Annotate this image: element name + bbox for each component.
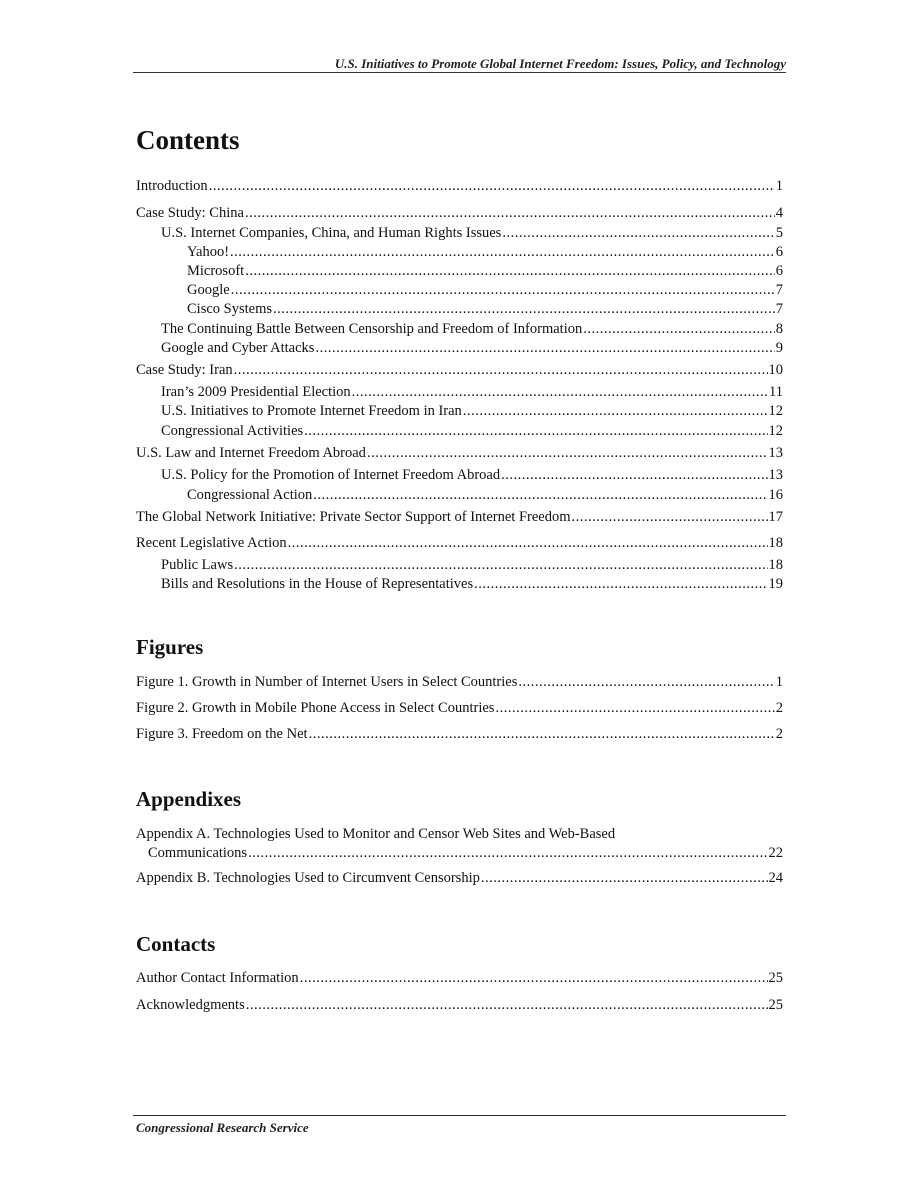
dot-leader [571,508,767,526]
toc-entry-continuing-battle[interactable] [136,320,783,338]
toc-entry-page: 25 [768,970,783,986]
toc-entry-page: 4 [775,205,783,221]
toc-entry-introduction[interactable] [136,177,783,195]
dot-leader [245,204,775,222]
toc-entry-page: 13 [768,445,783,461]
toc-entry-page: 7 [775,301,783,317]
toc-entry-title: Google [187,282,230,298]
toc-entry-us-policy[interactable] [136,466,783,484]
dot-leader [518,673,774,691]
toc-entry-page: 6 [775,263,783,279]
toc-entry-page: 11 [769,384,783,400]
toc-entry-page: 25 [768,997,783,1013]
dot-leader [304,422,767,440]
toc-entry-title: Communications [148,845,248,861]
toc-entry-page: 8 [775,321,783,337]
toc-entry-page: 9 [775,340,783,356]
toc-entry-title: Congressional Action [187,487,313,503]
toc-entry-title: Figure 1. Growth in Number of Internet Users in Select Countries [136,674,518,690]
toc-entry-title: Cisco Systems [187,301,272,317]
dot-leader [313,486,767,504]
toc-entry-cisco-systems[interactable] [136,300,783,318]
toc-entry-title: Introduction [136,178,208,194]
contact-entry-acknowledgments[interactable] [136,996,783,1014]
toc-entry-title: Figure 3. Freedom on the Net [136,726,308,742]
running-header: U.S. Initiatives to Promote Global Internet Freedom: Issues, Policy, and Technology [334,56,786,71]
toc-entry-title: U.S. Law and Internet Freedom Abroad [136,445,366,461]
toc-entry-title: The Continuing Battle Between Censorship and Freedom of Information [161,321,583,337]
dot-leader [367,444,768,462]
toc-entry-page: 7 [775,282,783,298]
toc-entry-title: Acknowledgments [136,997,245,1013]
toc-entry-title: Case Study: Iran [136,362,233,378]
toc-entry-page: 22 [768,845,783,861]
dot-leader [501,466,767,484]
figure-entry-3[interactable] [136,725,783,743]
toc-entry-page: 10 [768,362,783,378]
dot-leader [246,996,768,1014]
toc-entry-title: Congressional Activities [161,423,304,439]
toc-entry-page: 2 [775,726,783,742]
dot-leader [234,556,767,574]
dot-leader [248,844,767,862]
dot-leader [230,243,775,261]
toc-entry-page: 18 [768,557,783,573]
appendix-entry-a-title[interactable]: Appendix A. Technologies Used to Monitor and Censor Web Sites and Web-Based [136,826,616,842]
appendix-entry-a[interactable] [136,844,783,862]
dot-leader [315,339,774,357]
toc-entry-recent-legislative-action[interactable] [136,534,783,552]
header-rule [133,72,786,73]
toc-entry-iran-election[interactable] [136,383,783,401]
toc-entry-global-network-initiative[interactable] [136,508,783,526]
toc-entry-title: U.S. Internet Companies, China, and Human Rights Issues [161,225,502,241]
toc-entry-public-laws[interactable] [136,556,783,574]
dot-leader [309,725,775,743]
toc-entry-yahoo[interactable] [136,243,783,261]
toc-entry-google-cyber-attacks[interactable] [136,339,783,357]
dot-leader [234,361,768,379]
dot-leader [352,383,768,401]
toc-entry-page: 24 [768,870,783,886]
dot-leader [481,869,768,887]
toc-entry-title: U.S. Initiatives to Promote Internet Freedom in Iran [161,403,462,419]
contents-heading: Contents [136,125,240,155]
toc-entry-google[interactable] [136,281,783,299]
toc-entry-title: Microsoft [187,263,245,279]
toc-entry-page: 13 [768,467,783,483]
toc-entry-title: The Global Network Initiative: Private Sector Support of Internet Freedom [136,509,571,525]
toc-entry-bills-and-resolutions[interactable] [136,575,783,593]
toc-entry-us-initiatives-iran[interactable] [136,402,783,420]
contacts-heading: Contacts [136,932,216,956]
toc-entry-congressional-action[interactable] [136,486,783,504]
dot-leader [495,699,774,717]
dot-leader [502,224,774,242]
toc-entry-title: Google and Cyber Attacks [161,340,315,356]
figure-entry-2[interactable] [136,699,783,717]
toc-entry-title: Appendix B. Technologies Used to Circumvent Censorship [136,870,480,886]
toc-entry-title: Bills and Resolutions in the House of Representatives [161,576,474,592]
toc-entry-page: 18 [768,535,783,551]
dot-leader [245,262,775,280]
footer-rule [133,1115,786,1116]
dot-leader [231,281,775,299]
dot-leader [300,969,768,987]
toc-entry-title: Figure 2. Growth in Mobile Phone Access in Select Countries [136,700,495,716]
toc-entry-title: Case Study: China [136,205,244,221]
dot-leader [583,320,775,338]
dot-leader [463,402,768,420]
toc-entry-title: Recent Legislative Action [136,535,287,551]
toc-entry-page: 1 [775,674,783,690]
toc-entry-page: 19 [768,576,783,592]
toc-entry-us-internet-companies[interactable] [136,224,783,242]
toc-entry-microsoft[interactable] [136,262,783,280]
toc-entry-page: 2 [775,700,783,716]
toc-entry-title: U.S. Policy for the Promotion of Internet Freedom Abroad [161,467,501,483]
figure-entry-1[interactable] [136,673,783,691]
toc-entry-title: Iran’s 2009 Presidential Election [161,384,351,400]
dot-leader [474,575,767,593]
running-footer: Congressional Research Service [136,1120,309,1135]
toc-entry-page: 6 [775,244,783,260]
toc-entry-case-study-china[interactable] [136,204,783,222]
appendixes-heading: Appendixes [136,787,242,811]
dot-leader [209,177,775,195]
toc-entry-page: 1 [775,178,783,194]
toc-entry-page: 12 [768,423,783,439]
toc-entry-page: 16 [768,487,783,503]
toc-entry-page: 17 [768,509,783,525]
toc-entry-page: 12 [768,403,783,419]
toc-entry-us-law[interactable] [136,444,783,462]
dot-leader [288,534,768,552]
figures-heading: Figures [136,635,204,659]
dot-leader [273,300,775,318]
toc-entry-case-study-iran[interactable] [136,361,783,379]
toc-entry-page: 5 [775,225,783,241]
toc-entry-title: Yahoo! [187,244,230,260]
toc-entry-congressional-activities[interactable] [136,422,783,440]
toc-entry-title: Public Laws [161,557,234,573]
contact-entry-author[interactable] [136,969,783,987]
appendix-entry-b[interactable] [136,869,783,887]
toc-entry-title: Author Contact Information [136,970,299,986]
